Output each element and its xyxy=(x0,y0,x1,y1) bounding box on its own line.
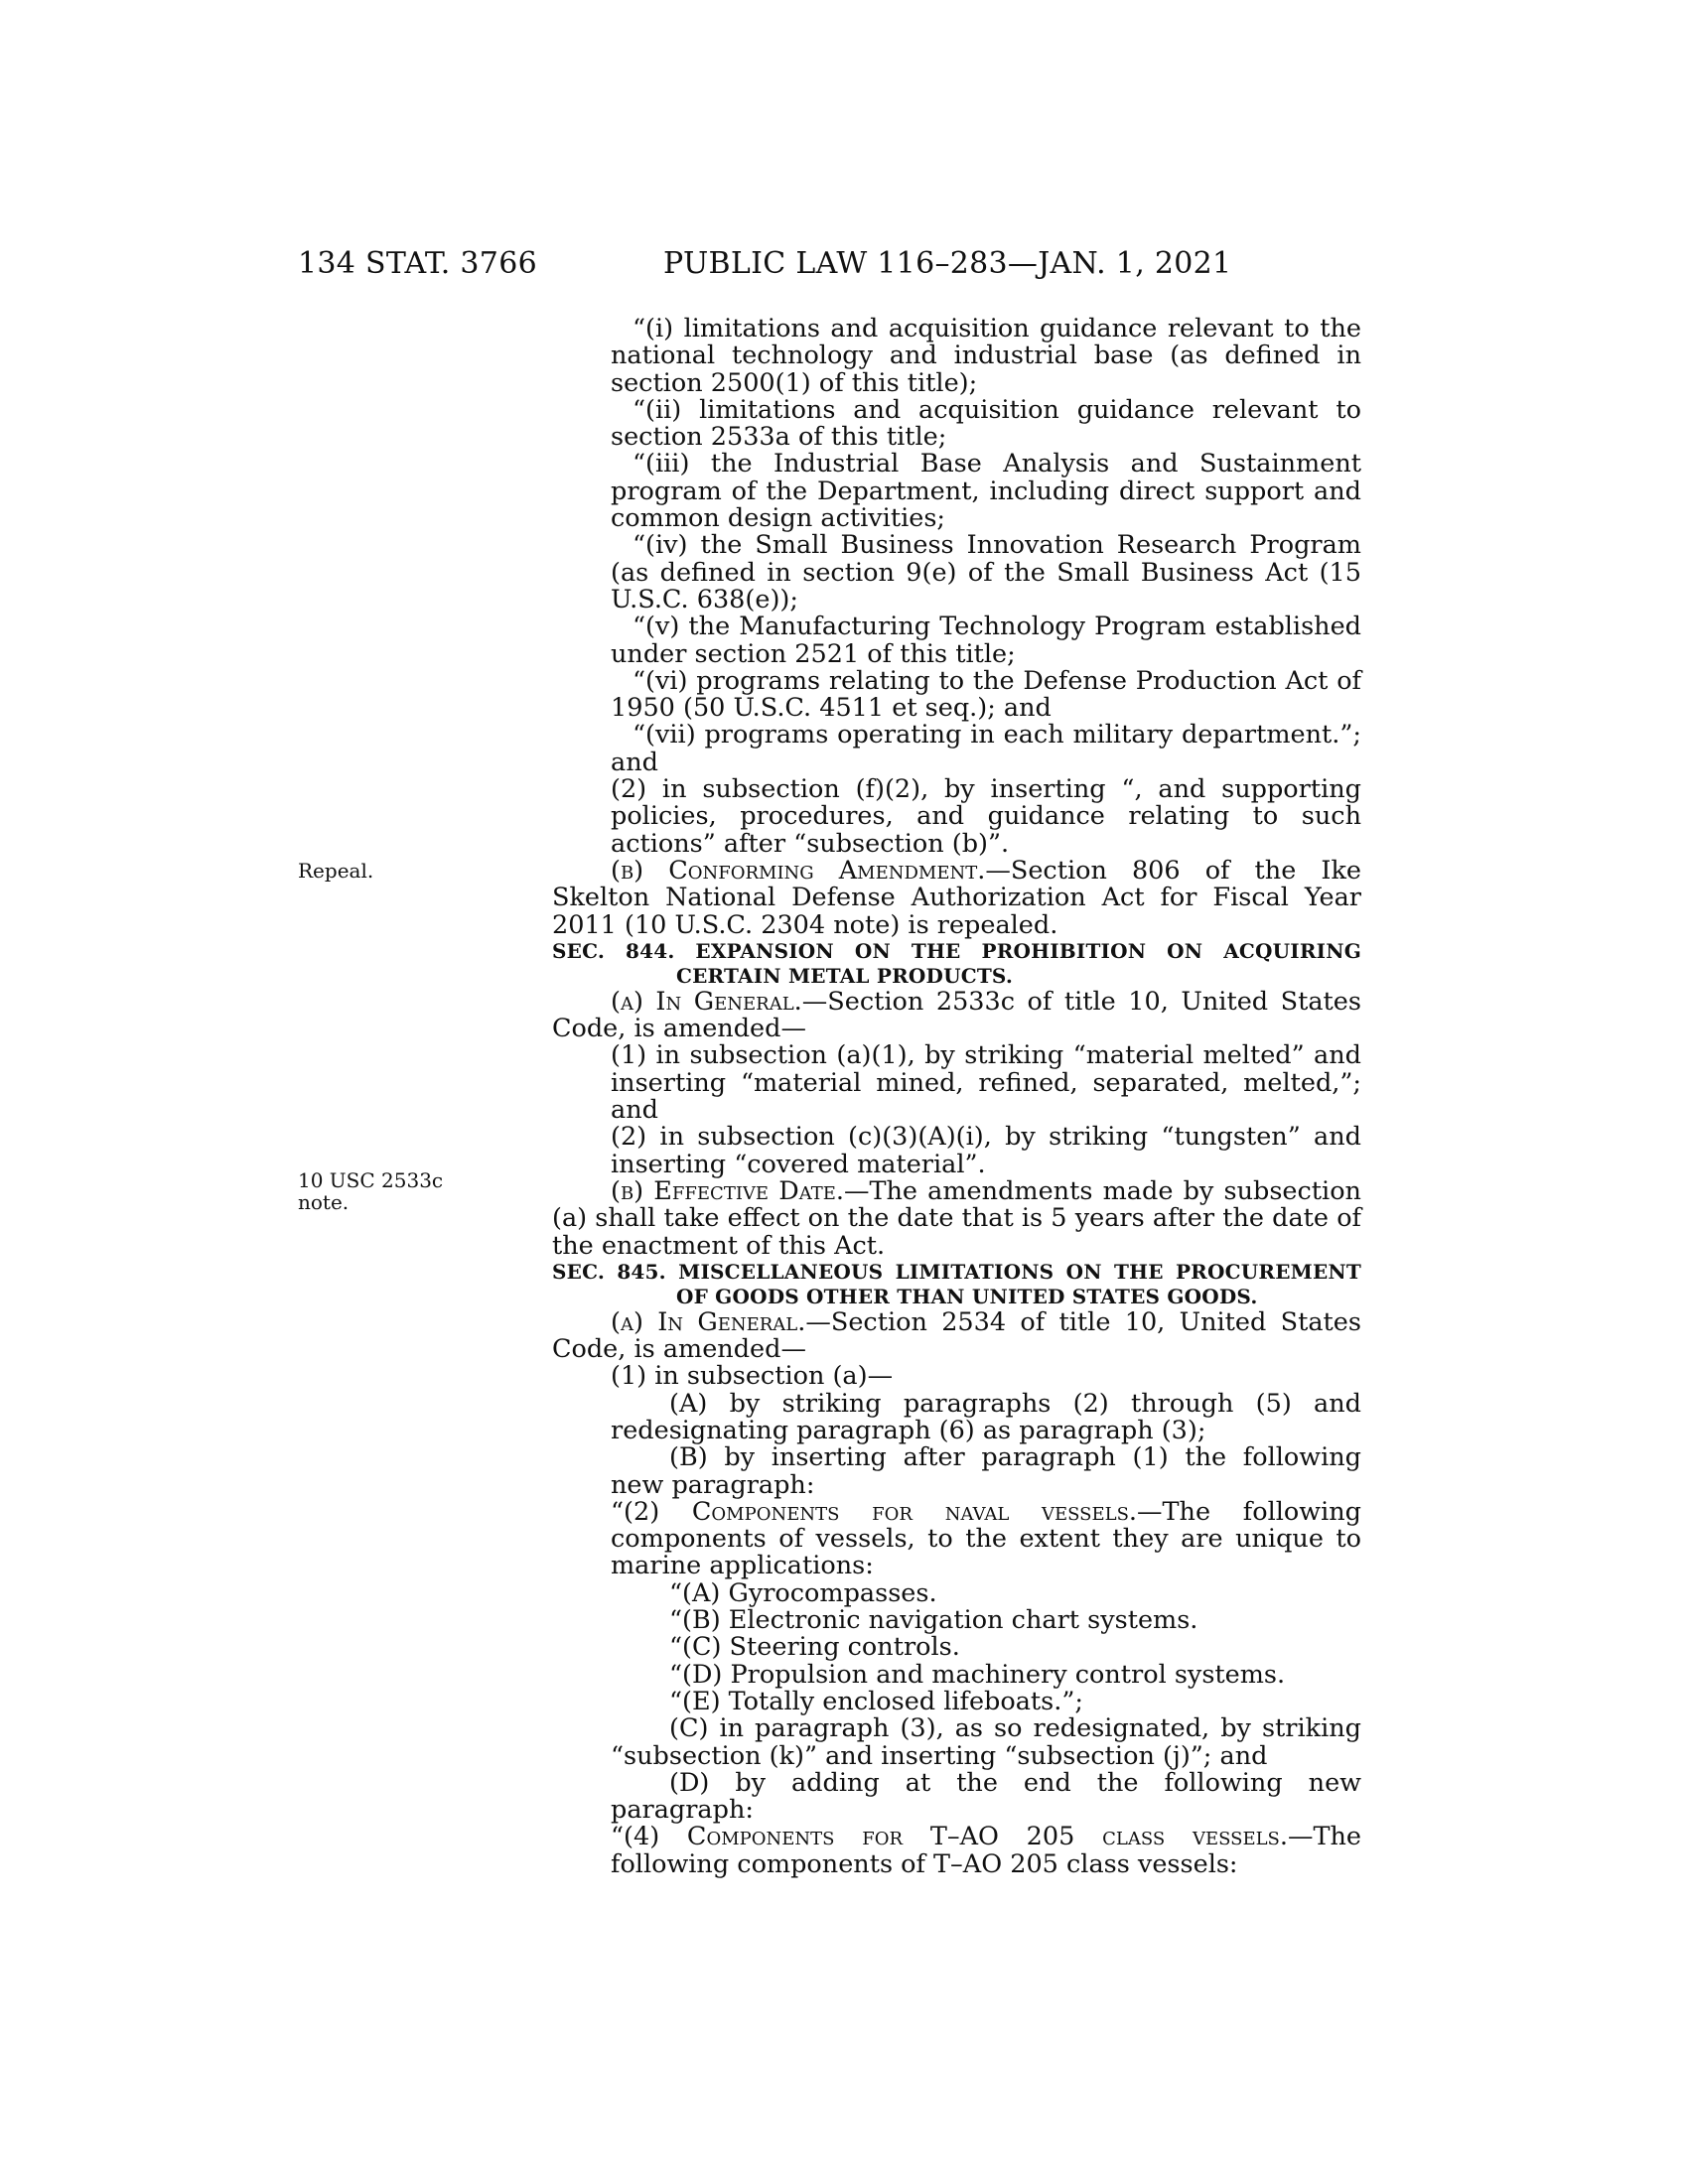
sec844-a-label: (a) In General. xyxy=(611,986,802,1017)
section-845-heading: SEC. 845. MISCELLANEOUS LIMITATIONS ON THE PROCUREMENT OF GOODS OTHER THAN UNITED STATES GOODS. xyxy=(552,1259,1361,1308)
margin-note-usc-line2: note. xyxy=(298,1190,350,1214)
naval-item-E: “(E) Totally enclosed lifeboats.”; xyxy=(669,1686,1084,1716)
sec845-sub-B: (B) by inserting after paragraph (1) the following new paragraph: xyxy=(611,1442,1361,1500)
clause-vii: “(vii) programs operating in each military department.”; and xyxy=(611,720,1361,777)
sec844-subsection-b xyxy=(552,1175,1361,1261)
sec844-subsection-a xyxy=(552,986,1361,1044)
sec845-sub-A: (A) by striking paragraphs (2) through (5) and redesignating paragraph (6) as paragraph (3); xyxy=(611,1388,1361,1445)
naval-item-B: “(B) Electronic navigation chart systems. xyxy=(669,1605,1198,1636)
margin-note-usc xyxy=(298,1169,477,1213)
tao-vessels-text: —The following components of T–AO 205 class vessels: xyxy=(611,1822,1361,1879)
sec845-subsection-a xyxy=(552,1306,1361,1365)
sec845-a-label: (a) In General. xyxy=(611,1306,806,1337)
naval-vessels-text: —The following components of vessels, to the extent they are unique to marine applications: xyxy=(611,1496,1361,1581)
sec844-a1: (1) in subsection (a)(1), by striking “material melted” and inserting “material mined, refined, separated, melted,”; and xyxy=(611,1040,1361,1126)
conforming-amendment xyxy=(552,855,1362,940)
tao-vessels-paragraph xyxy=(552,1824,1361,1878)
sec844-a2: (2) in subsection (c)(3)(A)(i), by striking “tungsten” and inserting “covered material”. xyxy=(611,1122,1361,1179)
sec845-sub-C: (C) in paragraph (3), as so redesignated, by striking “subsection (k)” and inserting “subsection (j)”; and xyxy=(611,1713,1361,1771)
main-text-column xyxy=(552,316,1361,1878)
conforming-amendment-label: (b) Conforming Amendment. xyxy=(611,855,986,886)
paragraph-2: (2) in subsection (f)(2), by inserting “, and supporting policies, procedures, and guidance relating to such actions” after “subsection (b)”. xyxy=(611,774,1361,859)
clause-ii: “(ii) limitations and acquisition guidance relevant to section 2533a of this title; xyxy=(611,394,1361,453)
naval-item-C: “(C) Steering controls. xyxy=(669,1632,960,1663)
clause-iv: “(iv) the Small Business Innovation Research Program (as defined in section 9(e) of the Small Business Act (15 U.S.C. 638(e)); xyxy=(611,530,1361,614)
sec844-b-text: —The amendments made by subsection (a) shall take effect on the date that is 5 years after the date of the enactment of this Act. xyxy=(552,1175,1361,1261)
clause-iii: “(iii) the Industrial Base Analysis and Sustainment program of the Department, including direct support and common design activities; xyxy=(611,449,1361,534)
section-844-heading: SEC. 844. EXPANSION ON THE PROHIBITION ON ACQUIRING CERTAIN METAL PRODUCTS. xyxy=(552,938,1361,988)
clause-v: “(v) the Manufacturing Technology Program established under section 2521 of this title; xyxy=(611,612,1361,669)
tao-vessels-label: “(4) Components for T–AO 205 class vessels. xyxy=(611,1822,1288,1852)
page-stat-number: 134 STAT. 3766 xyxy=(298,246,537,281)
public-law-header: PUBLIC LAW 116–283—JAN. 1, 2021 xyxy=(663,246,1232,281)
conforming-amendment-text: —Section 806 of the Ike Skelton National Defense Authorization Act for Fiscal Year 2011 (10 U.S.C. 2304 note) is repealed. xyxy=(552,855,1362,940)
margin-note-usc-line1: 10 USC 2533c xyxy=(298,1168,444,1192)
margin-note-repeal: Repeal. xyxy=(298,859,374,883)
sec845-sub-D: (D) by adding at the end the following new paragraph: xyxy=(611,1767,1361,1826)
sec844-a-text: —Section 2533c of title 10, United States Code, is amended— xyxy=(552,986,1361,1044)
sec845-a-text: —Section 2534 of title 10, United States Code, is amended— xyxy=(552,1306,1361,1365)
clause-i: “(i) limitations and acquisition guidance relevant to the national technology and industrial base (as defined in section 2500(1) of this title); xyxy=(611,314,1361,398)
sec844-b-label: (b) Effective Date. xyxy=(611,1175,844,1206)
naval-item-D: “(D) Propulsion and machinery control systems. xyxy=(669,1659,1286,1690)
sec845-para-1: (1) in subsection (a)— xyxy=(611,1361,894,1392)
clause-vi: “(vi) programs relating to the Defense Production Act of 1950 (50 U.S.C. 4511 et seq.); and xyxy=(611,665,1361,724)
naval-vessels-label: “(2) Components for naval vessels. xyxy=(611,1496,1138,1527)
naval-item-A: “(A) Gyrocompasses. xyxy=(669,1577,937,1608)
naval-vessels-paragraph xyxy=(552,1496,1361,1581)
